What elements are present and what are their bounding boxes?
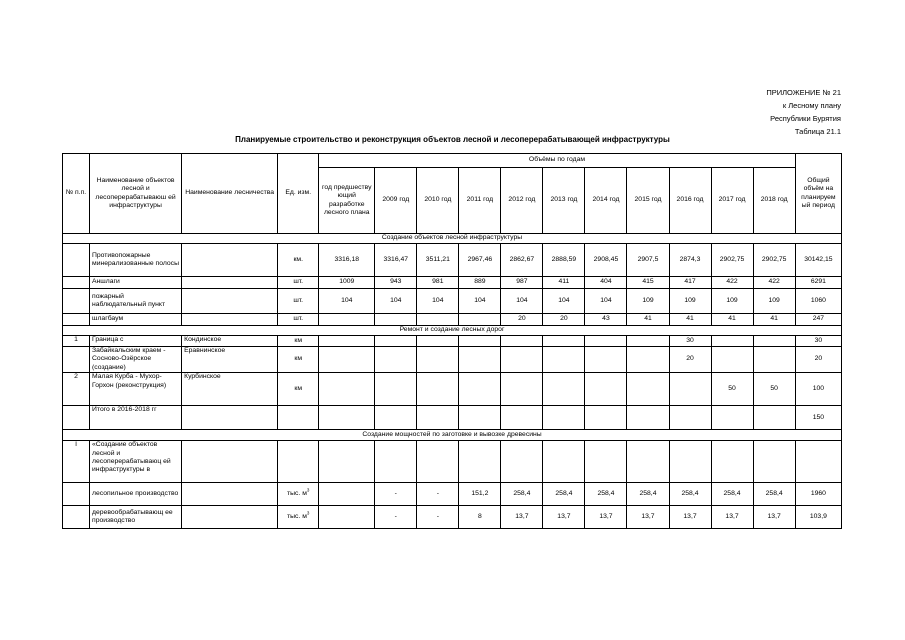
cell-value: 258,4 — [627, 483, 669, 506]
header-year: 2016 год — [669, 168, 711, 234]
cell-value — [711, 406, 753, 430]
header-year: 2010 год — [417, 168, 459, 234]
header-year: 2013 год — [543, 168, 585, 234]
cell-total: 1060 — [795, 289, 841, 314]
cell-value: 2874,3 — [669, 244, 711, 277]
cell-value — [669, 373, 711, 406]
header-forestry: Наименование лесничества — [182, 154, 278, 234]
header-year: 2015 год — [627, 168, 669, 234]
unit-superscript: 3 — [306, 510, 310, 516]
cell-value: 422 — [753, 277, 795, 289]
cell-name: Забайкальским краем - Сосново-Озёрское (создание) — [90, 347, 182, 373]
header-year: 2018 год — [753, 168, 795, 234]
cell-value: 41 — [669, 314, 711, 326]
header-num: № п.п. — [63, 154, 90, 234]
cell-value: 422 — [711, 277, 753, 289]
cell-value: 2907,5 — [627, 244, 669, 277]
cell-name: Противопожарные минерализованные полосы — [90, 244, 182, 277]
cell-forestry — [182, 314, 278, 326]
cell-value: 1009 — [319, 277, 375, 289]
cell-value — [543, 347, 585, 373]
cell-value — [669, 441, 711, 483]
cell-forestry: Курбинское — [182, 373, 278, 406]
cell-value: 43 — [585, 314, 627, 326]
cell-value — [585, 373, 627, 406]
cell-value: 109 — [627, 289, 669, 314]
cell-value: 13,7 — [753, 506, 795, 529]
cell-forestry — [182, 289, 278, 314]
cell-name: Малая Курба - Мухор-Горхон (реконструкция) — [90, 373, 182, 406]
header-year: 2011 год — [459, 168, 501, 234]
cell-name: деревообрабатывающ ее производство — [90, 506, 182, 529]
cell-total: 247 — [795, 314, 841, 326]
cell-num — [63, 483, 90, 506]
table-row — [63, 441, 842, 483]
cell-value — [753, 406, 795, 430]
cell-name: пожарный наблюдательный пункт — [90, 289, 182, 314]
cell-name: лесопильное производство — [90, 483, 182, 506]
cell-value — [753, 336, 795, 347]
cell-value — [543, 441, 585, 483]
cell-value: 2902,75 — [753, 244, 795, 277]
cell-value — [319, 336, 375, 347]
cell-value — [669, 406, 711, 430]
cell-value — [375, 406, 417, 430]
cell-value — [459, 314, 501, 326]
cell-num — [63, 506, 90, 529]
cell-value — [627, 406, 669, 430]
cell-value: 404 — [585, 277, 627, 289]
cell-value — [753, 441, 795, 483]
cell-value: 13,7 — [627, 506, 669, 529]
cell-value: 109 — [753, 289, 795, 314]
cell-value — [585, 441, 627, 483]
cell-value: 3316,18 — [319, 244, 375, 277]
header-volumes: Объёмы по годам — [319, 154, 796, 168]
appendix-block — [766, 86, 841, 138]
cell-value — [417, 336, 459, 347]
cell-unit: тыс. $м^3$ — [278, 483, 319, 506]
table-row — [63, 244, 842, 277]
cell-total: 100 — [795, 373, 841, 406]
cell-value — [627, 441, 669, 483]
cell-value: 258,4 — [543, 483, 585, 506]
cell-num — [63, 289, 90, 314]
table-row — [63, 289, 842, 314]
cell-num: 2 — [63, 373, 90, 406]
cell-value: 258,4 — [753, 483, 795, 506]
cell-value: 151,2 — [459, 483, 501, 506]
appendix-line: Таблица 21.1 — [794, 127, 841, 136]
cell-value — [711, 347, 753, 373]
cell-value — [319, 441, 375, 483]
cell-value — [319, 483, 375, 506]
cell-value — [501, 373, 543, 406]
cell-value — [501, 347, 543, 373]
cell-forestry: Еравнинское — [182, 347, 278, 373]
cell-total: 1960 — [795, 483, 841, 506]
cell-value: 889 — [459, 277, 501, 289]
cell-value: 2908,45 — [585, 244, 627, 277]
cell-forestry: Кондинское — [182, 336, 278, 347]
cell-value — [459, 336, 501, 347]
cell-value: 3511,21 — [417, 244, 459, 277]
cell-value — [501, 441, 543, 483]
cell-value — [319, 506, 375, 529]
cell-value — [375, 336, 417, 347]
cell-value: 104 — [459, 289, 501, 314]
cell-value: 30 — [669, 336, 711, 347]
cell-value: 943 — [375, 277, 417, 289]
cell-value: 3316,47 — [375, 244, 417, 277]
cell-value: 987 — [501, 277, 543, 289]
cell-value: 104 — [501, 289, 543, 314]
cell-value: 258,4 — [585, 483, 627, 506]
section-header: Создание объектов лесной инфраструктуры — [63, 234, 842, 244]
cell-unit: км — [278, 336, 319, 347]
header-year: 2014 год — [585, 168, 627, 234]
cell-value — [711, 336, 753, 347]
infrastructure-table — [62, 153, 842, 529]
cell-value — [459, 441, 501, 483]
cell-name: шлагбаум — [90, 314, 182, 326]
cell-name: Итого в 2016-2018 гг — [90, 406, 182, 430]
cell-value: 258,4 — [501, 483, 543, 506]
cell-unit: шт. — [278, 314, 319, 326]
table-row — [63, 483, 842, 506]
cell-value: 109 — [669, 289, 711, 314]
table-row — [63, 406, 842, 430]
table-row — [63, 347, 842, 373]
cell-value: 104 — [543, 289, 585, 314]
cell-unit: тыс. $м^3$ — [278, 506, 319, 529]
cell-name: Аншлаги — [90, 277, 182, 289]
cell-name: Граница с — [90, 336, 182, 347]
cell-value — [543, 406, 585, 430]
cell-value — [627, 336, 669, 347]
cell-value — [375, 441, 417, 483]
cell-total: 150 — [795, 406, 841, 430]
cell-value: 41 — [753, 314, 795, 326]
cell-value: 104 — [375, 289, 417, 314]
cell-value — [459, 347, 501, 373]
cell-value — [417, 441, 459, 483]
cell-value: 981 — [417, 277, 459, 289]
cell-value — [543, 373, 585, 406]
cell-value — [319, 314, 375, 326]
cell-value — [753, 347, 795, 373]
cell-value — [627, 373, 669, 406]
cell-value — [711, 441, 753, 483]
cell-value: 20 — [669, 347, 711, 373]
cell-unit: км — [278, 373, 319, 406]
cell-value: 20 — [543, 314, 585, 326]
cell-num — [63, 347, 90, 373]
cell-value: 13,7 — [543, 506, 585, 529]
cell-value: - — [375, 483, 417, 506]
cell-value: 258,4 — [669, 483, 711, 506]
cell-num — [63, 277, 90, 289]
cell-value — [417, 314, 459, 326]
cell-value: 415 — [627, 277, 669, 289]
cell-value: 20 — [501, 314, 543, 326]
cell-value: - — [417, 506, 459, 529]
cell-total: 30 — [795, 336, 841, 347]
cell-value — [585, 336, 627, 347]
cell-total: 30142,15 — [795, 244, 841, 277]
cell-forestry — [182, 277, 278, 289]
cell-unit: шт. — [278, 277, 319, 289]
cell-value — [375, 314, 417, 326]
cell-unit — [278, 441, 319, 483]
cell-unit: км — [278, 347, 319, 373]
cell-value: 258,4 — [711, 483, 753, 506]
cell-value: 411 — [543, 277, 585, 289]
cell-forestry — [182, 406, 278, 430]
appendix-line: ПРИЛОЖЕНИЕ № 21 — [766, 88, 841, 97]
cell-value: 8 — [459, 506, 501, 529]
cell-value: 13,7 — [585, 506, 627, 529]
cell-value — [459, 406, 501, 430]
cell-value: 104 — [585, 289, 627, 314]
cell-value: - — [375, 506, 417, 529]
header-unit: Ед. изм. — [278, 154, 319, 234]
cell-forestry — [182, 483, 278, 506]
cell-value — [501, 336, 543, 347]
header-year: 2017 год — [711, 168, 753, 234]
cell-value — [319, 347, 375, 373]
unit-superscript: 3 — [306, 487, 310, 493]
cell-value: 2902,75 — [711, 244, 753, 277]
header-total: Общий объём на планируем ый период — [795, 154, 841, 234]
cell-total: 6291 — [795, 277, 841, 289]
cell-unit: шт. — [278, 289, 319, 314]
header-year: 2009 год — [375, 168, 417, 234]
cell-value — [319, 406, 375, 430]
cell-total — [795, 441, 841, 483]
cell-value — [459, 373, 501, 406]
header-prev-year: год предшеству ющий разработке лесного плана — [319, 168, 375, 234]
cell-value: 13,7 — [711, 506, 753, 529]
table-row — [63, 277, 842, 289]
cell-value — [417, 406, 459, 430]
cell-total: 20 — [795, 347, 841, 373]
cell-value: 2862,67 — [501, 244, 543, 277]
header-name: Наименование объектов лесной и лесоперерабатываюш ей инфраструктуры — [90, 154, 182, 234]
cell-value: 109 — [711, 289, 753, 314]
cell-name: «Создание объектов лесной и лесоперерабатываюц ей инфраструктуры в — [90, 441, 182, 483]
cell-unit — [278, 406, 319, 430]
table-row — [63, 373, 842, 406]
cell-unit: км. — [278, 244, 319, 277]
cell-forestry — [182, 506, 278, 529]
cell-num: I — [63, 441, 90, 483]
cell-forestry — [182, 244, 278, 277]
cell-value — [585, 347, 627, 373]
cell-forestry — [182, 441, 278, 483]
cell-value: 13,7 — [669, 506, 711, 529]
cell-value — [375, 373, 417, 406]
cell-value: 104 — [319, 289, 375, 314]
cell-value: 41 — [627, 314, 669, 326]
cell-num — [63, 244, 90, 277]
table-row — [63, 506, 842, 529]
cell-value — [319, 373, 375, 406]
appendix-line: Республики Бурятия — [770, 114, 841, 123]
cell-value: 2967,46 — [459, 244, 501, 277]
cell-value — [501, 406, 543, 430]
cell-value: 13,7 — [501, 506, 543, 529]
table-row — [63, 314, 842, 326]
cell-num — [63, 314, 90, 326]
cell-total: 103,9 — [795, 506, 841, 529]
cell-value: - — [417, 483, 459, 506]
appendix-line: к Лесному плану — [782, 101, 841, 110]
cell-num — [63, 406, 90, 430]
cell-value: 41 — [711, 314, 753, 326]
table-row — [63, 336, 842, 347]
cell-value — [627, 347, 669, 373]
cell-value: 50 — [753, 373, 795, 406]
header-year: 2012 год — [501, 168, 543, 234]
cell-value: 417 — [669, 277, 711, 289]
cell-value: 104 — [417, 289, 459, 314]
section-header: Ремонт и создание лесных дорог — [63, 326, 842, 336]
page-title: Планируемые строительство и реконструкция объектов лесной и лесоперерабатывающей инфраструктуры — [235, 135, 670, 144]
cell-value — [417, 373, 459, 406]
cell-value — [417, 347, 459, 373]
cell-value: 2888,59 — [543, 244, 585, 277]
cell-value — [375, 347, 417, 373]
section-header: Создание мощностей по заготовке и вывозке древесины — [63, 430, 842, 441]
cell-num: 1 — [63, 336, 90, 347]
cell-value — [543, 336, 585, 347]
cell-value: 50 — [711, 373, 753, 406]
cell-value — [585, 406, 627, 430]
